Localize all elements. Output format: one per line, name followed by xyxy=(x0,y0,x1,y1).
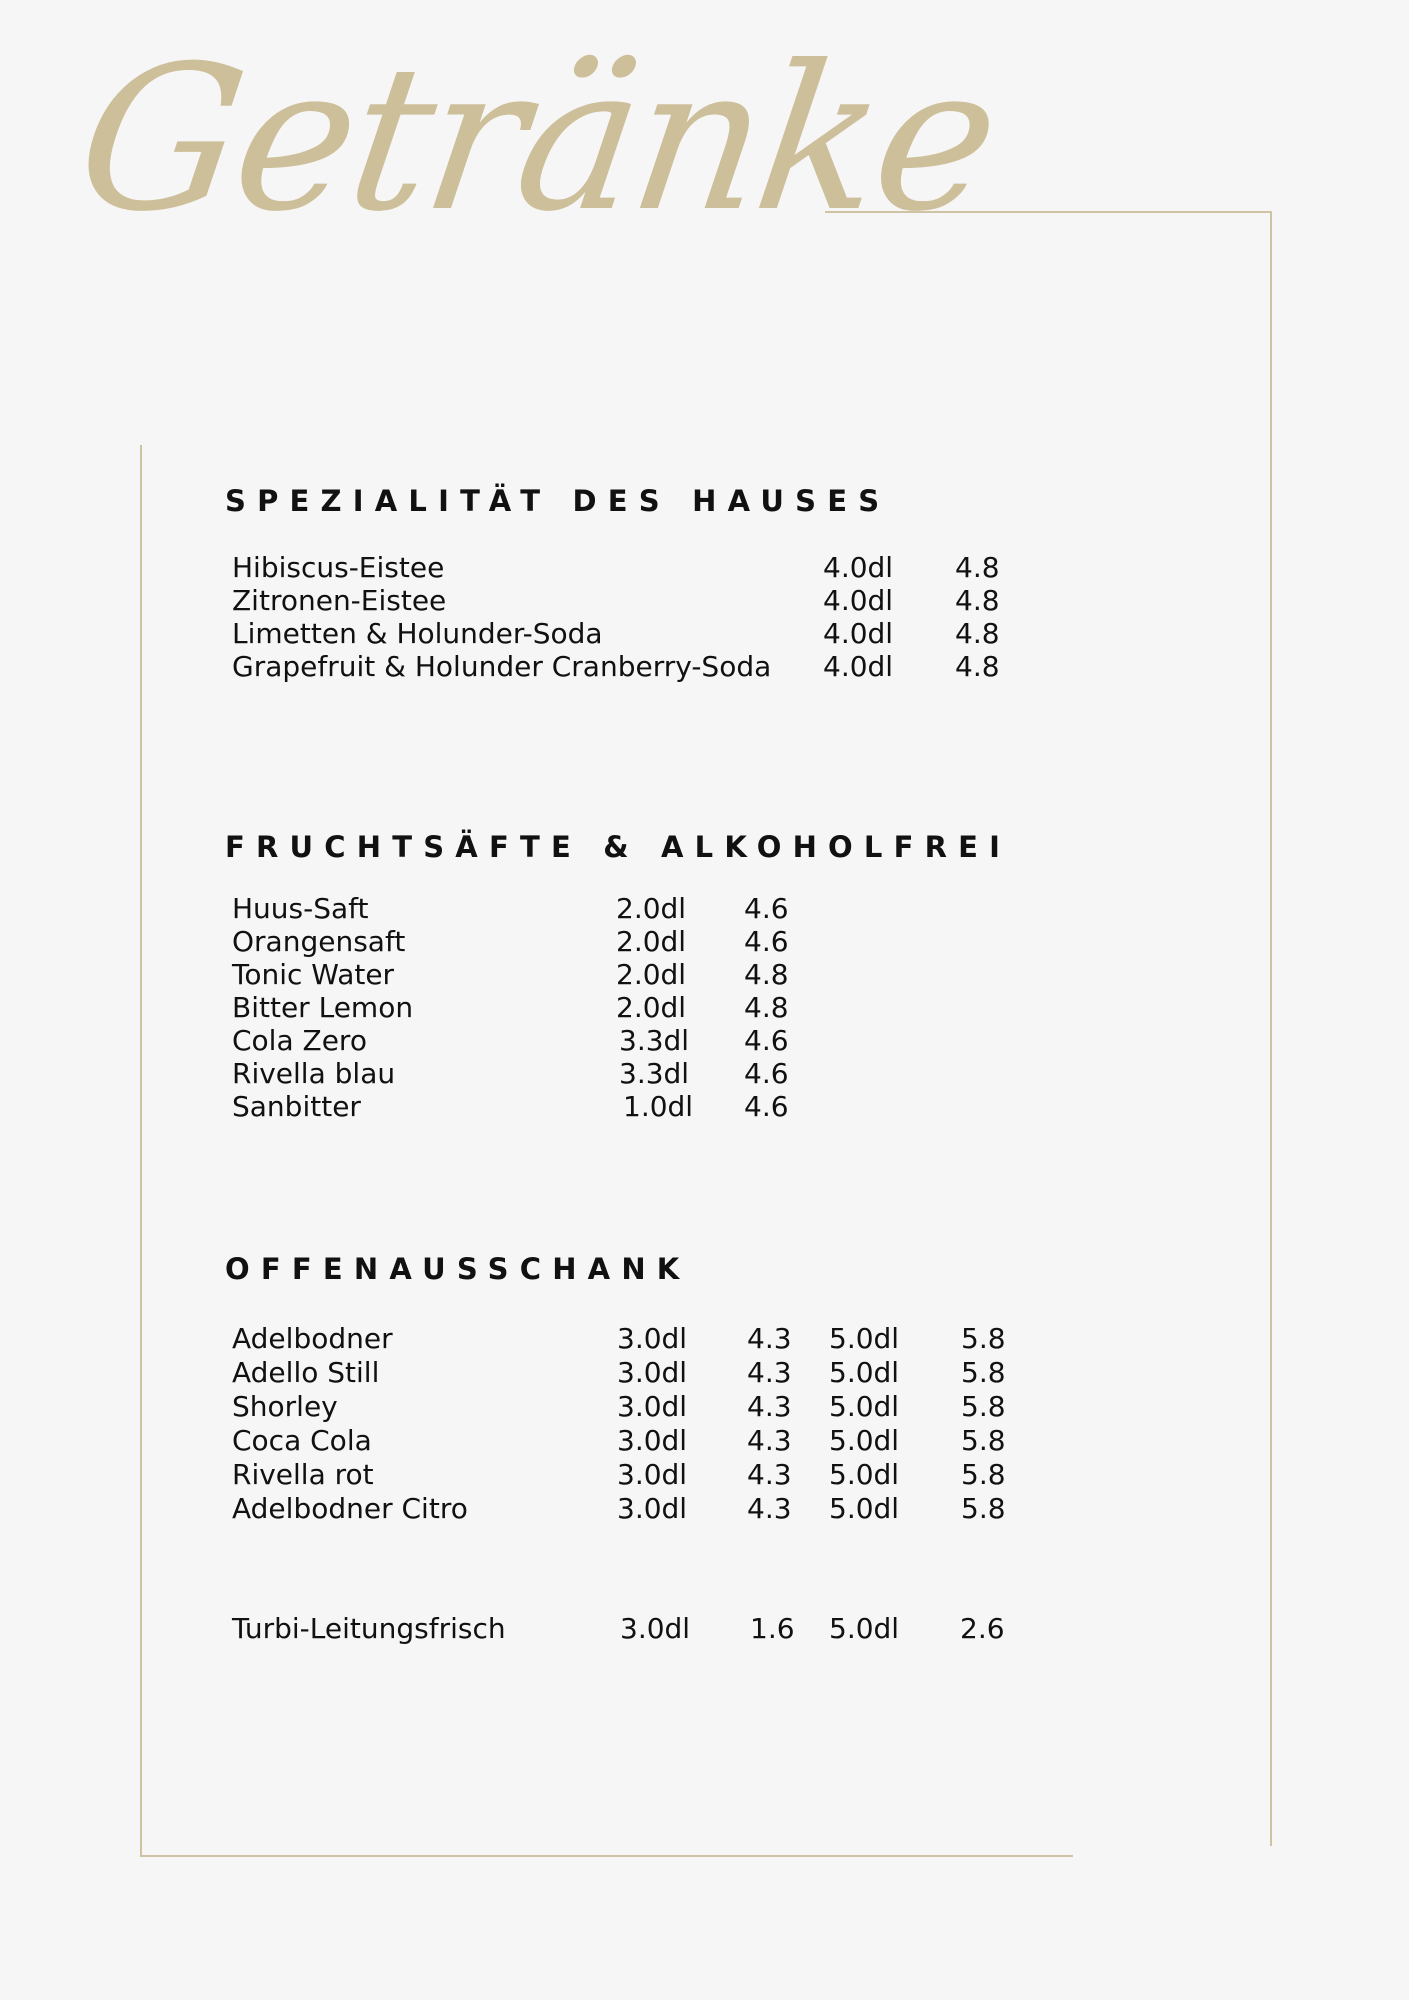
item-size: 1.0dl xyxy=(623,1090,694,1123)
item-price-small: 4.3 xyxy=(747,1356,792,1389)
menu-item xyxy=(0,1057,1409,1091)
item-name: Bitter Lemon xyxy=(232,991,414,1024)
item-name: Rivella blau xyxy=(232,1057,396,1090)
item-size: 4.0dl xyxy=(823,650,894,683)
item-price: 4.6 xyxy=(744,925,789,958)
item-size-large: 5.0dl xyxy=(829,1390,900,1423)
item-size-large: 5.0dl xyxy=(829,1492,900,1525)
item-name: Adelbodner xyxy=(232,1322,393,1355)
item-name: Hibiscus-Eistee xyxy=(232,551,445,584)
menu-item xyxy=(0,1322,1409,1356)
item-price-large: 5.8 xyxy=(961,1322,1006,1355)
item-price: 4.8 xyxy=(744,958,789,991)
menu-item xyxy=(0,584,1409,618)
item-size-small: 3.0dl xyxy=(617,1492,688,1525)
item-price-small: 4.3 xyxy=(747,1458,792,1491)
menu-item xyxy=(0,650,1409,684)
menu-item xyxy=(0,1390,1409,1424)
page-title: Getränke xyxy=(65,23,1009,256)
item-name: Shorley xyxy=(232,1390,338,1423)
item-size: 3.3dl xyxy=(619,1024,690,1057)
item-price-small: 1.6 xyxy=(750,1612,795,1645)
section-heading-specialties: SPEZIALITÄT DES HAUSES xyxy=(225,484,891,518)
item-size-large: 5.0dl xyxy=(829,1612,900,1645)
item-name: Orangensaft xyxy=(232,925,406,958)
item-size-small: 3.0dl xyxy=(617,1322,688,1355)
item-size-small: 3.0dl xyxy=(617,1424,688,1457)
menu-item xyxy=(0,958,1409,992)
item-name: Rivella rot xyxy=(232,1458,374,1491)
menu-item xyxy=(0,1024,1409,1058)
item-price-large: 5.8 xyxy=(961,1356,1006,1389)
item-size: 2.0dl xyxy=(616,958,687,991)
menu-item xyxy=(0,925,1409,959)
item-name: Coca Cola xyxy=(232,1424,372,1457)
item-price-large: 5.8 xyxy=(961,1458,1006,1491)
item-name: Turbi-Leitungsfrisch xyxy=(232,1612,506,1645)
menu-item xyxy=(0,1090,1409,1124)
item-size: 4.0dl xyxy=(823,617,894,650)
menu-item xyxy=(0,1458,1409,1492)
item-size: 3.3dl xyxy=(619,1057,690,1090)
item-size: 2.0dl xyxy=(616,925,687,958)
menu-item xyxy=(0,1424,1409,1458)
item-name: Adello Still xyxy=(232,1356,380,1389)
item-price-large: 2.6 xyxy=(960,1612,1005,1645)
item-price: 4.8 xyxy=(955,617,1000,650)
menu-item xyxy=(0,991,1409,1025)
item-price: 4.6 xyxy=(744,1057,789,1090)
menu-item xyxy=(0,1492,1409,1526)
menu-item xyxy=(0,892,1409,926)
item-name: Huus-Saft xyxy=(232,892,369,925)
item-price: 4.8 xyxy=(744,991,789,1024)
item-price-large: 5.8 xyxy=(961,1492,1006,1525)
item-name: Zitronen-Eistee xyxy=(232,584,447,617)
item-price: 4.6 xyxy=(744,1090,789,1123)
item-size-small: 3.0dl xyxy=(617,1390,688,1423)
item-size-small: 3.0dl xyxy=(617,1458,688,1491)
menu-item xyxy=(0,1612,1409,1646)
item-size: 4.0dl xyxy=(823,551,894,584)
item-size-large: 5.0dl xyxy=(829,1322,900,1355)
item-size-large: 5.0dl xyxy=(829,1424,900,1457)
item-name: Adelbodner Citro xyxy=(232,1492,468,1525)
item-size-large: 5.0dl xyxy=(829,1356,900,1389)
section-heading-draft: OFFENAUSSCHANK xyxy=(225,1252,691,1286)
item-price: 4.6 xyxy=(744,1024,789,1057)
item-price-large: 5.8 xyxy=(961,1390,1006,1423)
item-price-large: 5.8 xyxy=(961,1424,1006,1457)
menu-item xyxy=(0,551,1409,585)
item-price: 4.8 xyxy=(955,650,1000,683)
item-price: 4.8 xyxy=(955,551,1000,584)
item-name: Cola Zero xyxy=(232,1024,367,1057)
section-heading-juices: FRUCHTSÄFTE & ALKOHOLFREI xyxy=(225,830,1012,864)
item-size: 2.0dl xyxy=(616,892,687,925)
item-size-small: 3.0dl xyxy=(617,1356,688,1389)
item-price-small: 4.3 xyxy=(747,1492,792,1525)
item-size: 4.0dl xyxy=(823,584,894,617)
item-price-small: 4.3 xyxy=(747,1322,792,1355)
item-name: Sanbitter xyxy=(232,1090,361,1123)
item-price-small: 4.3 xyxy=(747,1390,792,1423)
item-size-small: 3.0dl xyxy=(620,1612,691,1645)
menu-item xyxy=(0,1356,1409,1390)
item-name: Tonic Water xyxy=(232,958,395,991)
item-name: Limetten & Holunder-Soda xyxy=(232,617,603,650)
item-price: 4.8 xyxy=(955,584,1000,617)
item-price-small: 4.3 xyxy=(747,1424,792,1457)
item-size-large: 5.0dl xyxy=(829,1458,900,1491)
item-name: Grapefruit & Holunder Cranberry-Soda xyxy=(232,650,772,683)
frame-bottom-line xyxy=(140,1855,1073,1857)
menu-item xyxy=(0,617,1409,651)
item-size: 2.0dl xyxy=(616,991,687,1024)
item-price: 4.6 xyxy=(744,892,789,925)
